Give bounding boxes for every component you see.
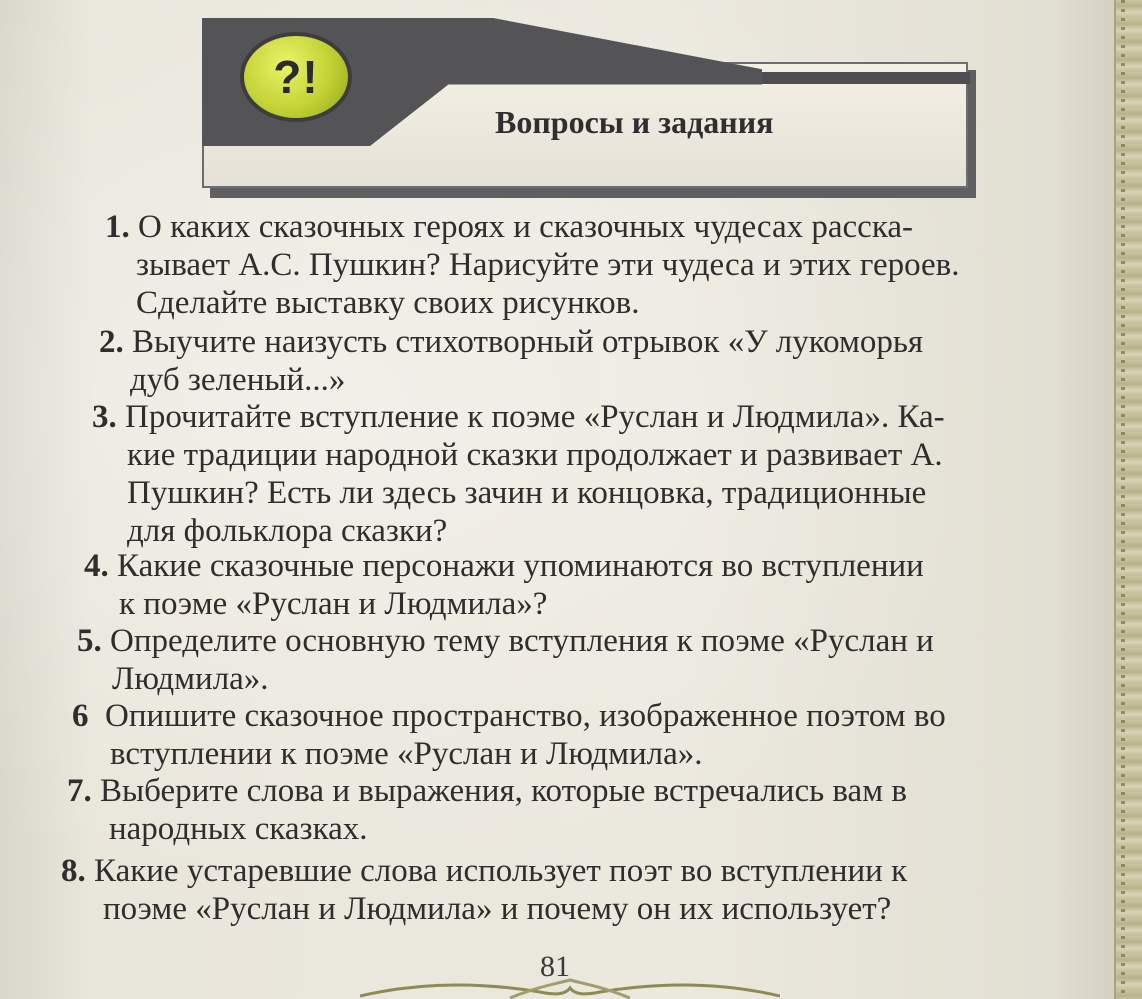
question-item (84, 547, 924, 623)
footer-ornament (360, 978, 780, 999)
question-line: дуб зеленый...» (130, 362, 346, 398)
question-number: 2. (99, 324, 124, 360)
decorative-border (1114, 0, 1142, 999)
question-number: 4. (84, 548, 109, 584)
question-line: зывает А.С. Пушкин? Нарисуйте эти чудеса и этих героев. (136, 247, 960, 283)
question-item (72, 697, 946, 773)
question-item (67, 772, 907, 848)
question-item (99, 323, 923, 399)
question-line: Какие сказочные персонажи упоминаются во вступлении (117, 548, 924, 584)
question-number: 6 (72, 698, 89, 734)
question-item (77, 622, 934, 698)
question-line: Выучите наизусть стихотворный отрывок «У лукоморья (132, 324, 924, 360)
question-item (61, 852, 907, 928)
question-number: 8. (61, 853, 86, 889)
question-item (105, 208, 960, 322)
question-line: вступлении к поэме «Руслан и Людмила». (110, 736, 703, 772)
question-exclamation-icon (244, 36, 348, 118)
question-line: Сделайте выставку своих рисунков. (136, 285, 640, 321)
question-line: Определите основную тему вступления к поэме «Руслан и (110, 623, 934, 659)
question-line: Какие устаревшие слова использует поэт во вступлении к (94, 853, 908, 889)
question-line: для фольклора сказки? (127, 513, 448, 549)
badge-text: ?! (273, 51, 319, 103)
question-line: Пушкин? Есть ли здесь зачин и концовка, традиционные (127, 475, 927, 511)
question-number: 3. (92, 399, 117, 435)
question-line: поэме «Руслан и Людмила» и почему он их использует? (103, 891, 892, 927)
question-line: к поэме «Руслан и Людмила»? (119, 586, 548, 622)
question-line: Прочитайте вступление к поэме «Руслан и Людмила». Ка- (125, 399, 945, 435)
question-item (92, 398, 945, 550)
question-number: 1. (105, 209, 130, 245)
question-line: Опишите сказочное пространство, изображенное поэтом во (105, 698, 946, 734)
section-title: Вопросы и задания (495, 104, 774, 140)
question-line: Выберите слова и выражения, которые встречались вам в (100, 773, 907, 809)
question-line: кие традиции народной сказки продолжает и развивает А. (127, 437, 943, 473)
question-line: Людмила». (112, 661, 269, 697)
page-number: 81 (540, 950, 570, 983)
question-line: О каких сказочных героях и сказочных чудесах расска- (138, 209, 913, 245)
question-line: народных сказках. (109, 811, 368, 847)
question-number: 7. (67, 773, 92, 809)
question-number: 5. (77, 623, 102, 659)
